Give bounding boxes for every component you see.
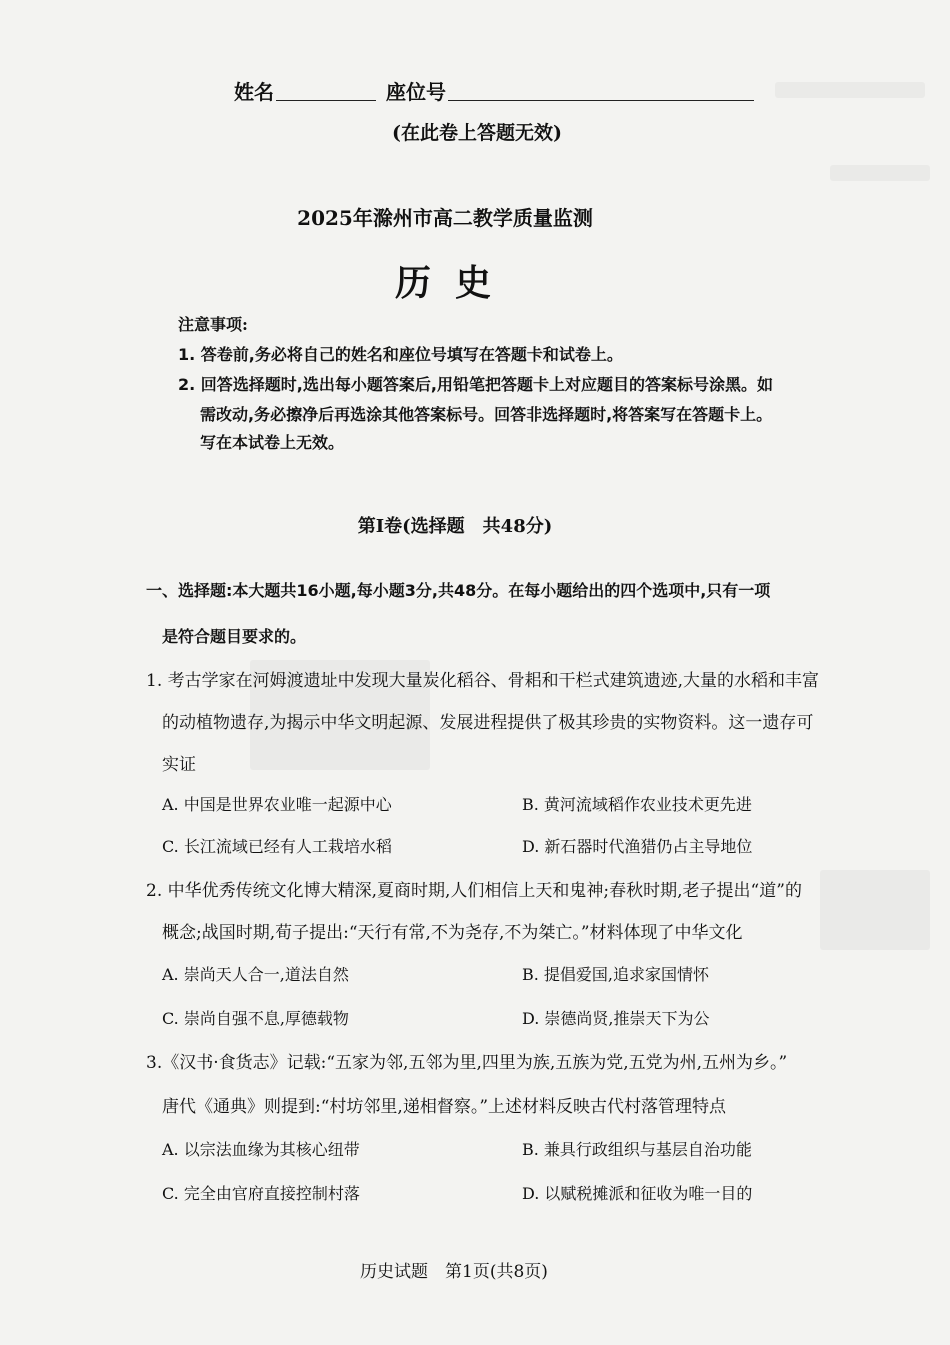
question-1-option-c: C. 长江流域已经有人工栽培水稻 bbox=[162, 837, 392, 856]
question-3-line: 3.《汉书·食货志》记载:“五家为邻,五邻为里,四里为族,五族为党,五党为州,五州为乡。” bbox=[146, 1053, 788, 1073]
note-item: 2. 回答选择题时,选出每小题答案后,用铅笔把答题卡上对应题目的答案标号涂黑。如 bbox=[178, 375, 773, 394]
question-1-option-d: D. 新石器时代渔猎仍占主导地位 bbox=[522, 837, 753, 856]
question-1-line: 实证 bbox=[162, 755, 196, 775]
question-1-line: 1. 考古学家在河姆渡遗址中发现大量炭化稻谷、骨耜和干栏式建筑遗迹,大量的水稻和丰富 bbox=[146, 671, 820, 691]
question-2-option-d: D. 崇德尚贤,推崇天下为公 bbox=[522, 1009, 710, 1028]
question-2-line: 概念;战国时期,荀子提出:“天行有常,不为尧存,不为桀亡。”材料体现了中华文化 bbox=[162, 923, 743, 943]
note-item: 1. 答卷前,务必将自己的姓名和座位号填写在答题卡和试卷上。 bbox=[178, 345, 623, 364]
question-2-option-a: A. 崇尚天人合一,道法自然 bbox=[162, 965, 349, 984]
section-heading: 第Ⅰ卷(选择题 共48分) bbox=[357, 516, 553, 537]
section-instructions-cont: 是符合题目要求的。 bbox=[162, 627, 307, 646]
bleed-through-mark bbox=[830, 165, 930, 181]
name-blank bbox=[276, 78, 376, 101]
question-1-line: 的动植物遗存,为揭示中华文明起源、发展进程提供了极其珍贵的实物资料。这一遗存可 bbox=[162, 713, 814, 733]
exam-title: 2025年滁州市高二教学质量监测 bbox=[297, 206, 593, 230]
subject-title: 历史 bbox=[394, 262, 515, 304]
section-instructions: 一、选择题:本大题共16小题,每小题3分,共48分。在每小题给出的四个选项中,只有一项 bbox=[146, 581, 771, 600]
invalid-answer-note: (在此卷上答题无效) bbox=[392, 122, 562, 144]
note-item: 需改动,务必擦净后再选涂其他答案标号。回答非选择题时,将答案写在答题卡上。 bbox=[200, 405, 773, 424]
question-2-line: 2. 中华优秀传统文化博大精深,夏商时期,人们相信上天和鬼神;春秋时期,老子提出“道”的 bbox=[146, 881, 802, 901]
question-3-option-b: B. 兼具行政组织与基层自治功能 bbox=[522, 1140, 752, 1159]
bleed-through-mark bbox=[820, 870, 930, 950]
question-3-option-c: C. 完全由官府直接控制村落 bbox=[162, 1184, 360, 1203]
page-footer: 历史试题 第1页(共8页) bbox=[360, 1262, 548, 1282]
seat-blank bbox=[448, 78, 754, 101]
question-2-option-c: C. 崇尚自强不息,厚德载物 bbox=[162, 1009, 349, 1028]
notes-heading: 注意事项: bbox=[178, 315, 248, 334]
candidate-info-line bbox=[234, 76, 754, 105]
question-1-option-a: A. 中国是世界农业唯一起源中心 bbox=[162, 795, 392, 814]
question-3-line: 唐代《通典》则提到:“村坊邻里,递相督察。”上述材料反映古代村落管理特点 bbox=[162, 1097, 727, 1117]
seat-label: 座位号 bbox=[386, 80, 446, 104]
question-3-option-a: A. 以宗法血缘为其核心纽带 bbox=[162, 1140, 360, 1159]
question-1-option-b: B. 黄河流域稻作农业技术更先进 bbox=[522, 795, 752, 814]
bleed-through-mark bbox=[775, 82, 925, 98]
question-2-option-b: B. 提倡爱国,追求家国情怀 bbox=[522, 965, 710, 984]
note-item: 写在本试卷上无效。 bbox=[200, 433, 345, 452]
name-label: 姓名 bbox=[234, 80, 274, 104]
question-3-option-d: D. 以赋税摊派和征收为唯一目的 bbox=[522, 1184, 753, 1203]
